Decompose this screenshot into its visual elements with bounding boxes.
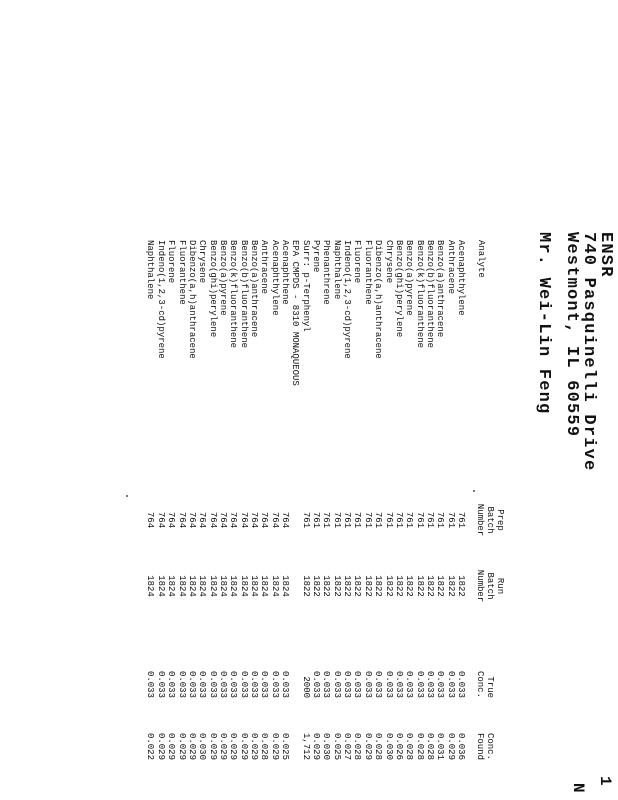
column-header-prep-3: Number (475, 503, 485, 537)
prep-batch-cell: 764 (156, 511, 166, 529)
found-conc-cell: 0.029 (249, 732, 259, 760)
analyte-cell: Dibenzo(a,h)anthracene (373, 240, 383, 359)
found-conc-cell: 0.022 (145, 732, 155, 760)
run-batch-cell: 1822 (373, 575, 383, 597)
found-conc-cell: 0.029 (270, 732, 280, 760)
analyte-cell: Benzo(a)pyrene (404, 240, 414, 316)
prep-batch-cell: 764 (197, 511, 207, 529)
run-batch-cell: 1822 (321, 575, 331, 597)
true-conc-cell: 0.033 (404, 670, 414, 698)
found-conc-cell: 0.028 (259, 732, 269, 760)
analyte-cell: Dibenzo(a,h)anthracene (187, 240, 197, 359)
found-conc-cell: 0.036 (456, 732, 466, 760)
found-conc-cell: 0.029 (446, 732, 456, 760)
run-batch-cell: 1822 (425, 575, 435, 597)
prep-batch-cell: 761 (446, 511, 456, 529)
analyte-cell: Anthracene (446, 240, 456, 295)
prep-batch-cell: 764 (208, 511, 218, 529)
analyte-cell: Fluoranthene (177, 240, 187, 305)
analyte-cell: Fluorene (166, 240, 176, 284)
prep-batch-cell: 761 (363, 511, 373, 529)
recipient-name: Mr. Wei-Lin Feng (534, 232, 553, 415)
true-conc-cell: 0.033 (145, 670, 155, 698)
found-conc-cell: 0.030 (197, 732, 207, 760)
analyte-cell: Fluoranthene (363, 240, 373, 305)
found-conc-cell: 0.029 (239, 732, 249, 760)
prep-batch-cell: 761 (394, 511, 404, 529)
run-batch-cell: 1824 (166, 575, 176, 597)
run-batch-cell: 1822 (301, 575, 311, 597)
run-batch-cell: 1824 (177, 575, 187, 597)
prep-batch-cell: 761 (425, 511, 435, 529)
prep-batch-cell: 764 (249, 511, 259, 529)
true-conc-cell: 0.033 (373, 670, 383, 698)
analyte-cell: Benzo(a)anthracene (435, 240, 445, 338)
found-conc-cell: 0.028 (373, 732, 383, 760)
analyte-cell: Naphthalene (145, 240, 155, 300)
found-conc-cell: 0.029 (187, 732, 197, 760)
scan-speck (126, 495, 128, 497)
run-batch-cell: 1822 (352, 575, 362, 597)
found-conc-cell: 1,712 (301, 732, 311, 760)
prep-batch-cell: 764 (187, 511, 197, 529)
analyte-cell: Benzo(b)fluoranthene (425, 240, 435, 349)
prep-batch-cell: 761 (415, 511, 425, 529)
true-conc-cell: 0.033 (249, 670, 259, 698)
column-header-true-conc-1: True (485, 676, 495, 698)
true-conc-cell: 0.033 (435, 670, 445, 698)
prep-batch-cell: 761 (311, 511, 321, 529)
true-conc-cell: 0.033 (187, 670, 197, 698)
scan-speck (473, 490, 475, 492)
true-conc-cell: 0.033 (228, 670, 238, 698)
run-batch-cell: 1822 (342, 575, 352, 597)
true-conc-cell: 0.033 (166, 670, 176, 698)
true-conc-cell: 0.033 (394, 670, 404, 698)
found-conc-cell: 0.029 (311, 732, 321, 760)
column-header-run-2: Batch (485, 572, 495, 600)
true-conc-cell: 0.033 (446, 670, 456, 698)
prep-batch-cell: 764 (218, 511, 228, 529)
analyte-cell: Indeno(1,2,3-cd)pyrene (156, 240, 166, 359)
found-conc-cell: 0.025 (332, 732, 342, 760)
analyte-cell: Benzo(ghi)perylene (394, 240, 404, 338)
true-conc-cell: 0.033 (363, 670, 373, 698)
true-conc-cell: 0.033 (425, 670, 435, 698)
analyte-cell: EPA CMPDS - 8310 MONAQUEOUS (290, 240, 300, 386)
prep-batch-cell: 761 (384, 511, 394, 529)
found-conc-cell: 0.029 (363, 732, 373, 760)
prep-batch-cell: 764 (259, 511, 269, 529)
run-batch-cell: 1824 (280, 575, 290, 597)
true-conc-cell: 0.033 (280, 670, 290, 698)
found-conc-cell: 0.031 (435, 732, 445, 760)
prep-batch-cell: 761 (435, 511, 445, 529)
found-conc-cell: 0.028 (425, 732, 435, 760)
run-batch-cell: 1824 (239, 575, 249, 597)
found-conc-cell: 0.029 (177, 732, 187, 760)
analyte-cell: Phenanthrene (321, 240, 331, 305)
true-conc-cell: 2000 (301, 676, 311, 698)
run-batch-cell: 1822 (456, 575, 466, 597)
prep-batch-cell: 764 (177, 511, 187, 529)
run-batch-cell: 1824 (145, 575, 155, 597)
prep-batch-cell: 761 (332, 511, 342, 529)
analyte-cell: Pyrene (311, 240, 321, 273)
found-conc-cell: 0.029 (208, 732, 218, 760)
street-address: 740 Pasquinelli Drive (579, 232, 598, 472)
true-conc-cell: 0.033 (218, 670, 228, 698)
run-batch-cell: 1824 (208, 575, 218, 597)
analyte-cell: Benzo(k)fluoranthene (228, 240, 238, 349)
analyte-cell: Benzo(ghi)perylene (208, 240, 218, 338)
prep-batch-cell: 764 (145, 511, 155, 529)
true-conc-cell: 0.033 (177, 670, 187, 698)
found-conc-cell: 0.028 (352, 732, 362, 760)
analyte-cell: Benzo(b)fluoranthene (239, 240, 249, 349)
true-conc-cell: 0.033 (239, 670, 249, 698)
found-conc-cell: 0.025 (280, 732, 290, 760)
found-conc-cell: 0.030 (384, 732, 394, 760)
run-batch-cell: 1824 (259, 575, 269, 597)
true-conc-cell: 0.033 (456, 670, 466, 698)
prep-batch-cell: 761 (352, 511, 362, 529)
analyte-cell: Chrysene (384, 240, 394, 284)
analyte-cell: Indeno(1,2,3-cd)pyrene (342, 240, 352, 359)
prep-batch-cell: 761 (404, 511, 414, 529)
analyte-cell: Acenaphthylene (270, 240, 280, 316)
page-number: 1 (596, 776, 614, 786)
analyte-cell: Acenaphthene (280, 240, 290, 305)
page-edge-letter: N (569, 783, 587, 793)
column-header-found-conc-2: Found (475, 732, 485, 760)
run-batch-cell: 1824 (187, 575, 197, 597)
run-batch-cell: 1824 (228, 575, 238, 597)
run-batch-cell: 1824 (218, 575, 228, 597)
column-header-prep-1: Prep (495, 509, 505, 531)
run-batch-cell: 1822 (404, 575, 414, 597)
true-conc-cell: 0.033 (259, 670, 269, 698)
analyte-cell: Benzo(a)anthracene (249, 240, 259, 338)
company-name: ENSR (596, 232, 615, 278)
run-batch-cell: 1822 (363, 575, 373, 597)
found-conc-cell: 0.029 (156, 732, 166, 760)
found-conc-cell: 0.029 (166, 732, 176, 760)
analyte-cell: Naphthalene (332, 240, 342, 300)
found-conc-cell: 0.027 (342, 732, 352, 760)
true-conc-cell: 0.033 (415, 670, 425, 698)
true-conc-cell: 0.033 (270, 670, 280, 698)
prep-batch-cell: 764 (270, 511, 280, 529)
column-header-prep-2: Batch (485, 506, 495, 534)
column-header-run-3: Number (475, 569, 485, 603)
prep-batch-cell: 761 (301, 511, 311, 529)
run-batch-cell: 1824 (156, 575, 166, 597)
found-conc-cell: 0.029 (218, 732, 228, 760)
prep-batch-cell: 764 (166, 511, 176, 529)
prep-batch-cell: 761 (373, 511, 383, 529)
run-batch-cell: 1822 (394, 575, 404, 597)
true-conc-cell: 0.033 (311, 670, 321, 698)
column-header-true-conc-2: Conc. (475, 670, 485, 698)
analyte-cell: Fluorene (352, 240, 362, 284)
city-state-zip: Westmont, IL 60559 (562, 232, 581, 438)
true-conc-cell: 0.033 (197, 670, 207, 698)
true-conc-cell: 0.033 (321, 670, 331, 698)
analyte-cell: Chrysene (197, 240, 207, 284)
run-batch-cell: 1822 (384, 575, 394, 597)
analyte-cell: Benzo(k)fluoranthene (415, 240, 425, 349)
true-conc-cell: 0.033 (384, 670, 394, 698)
prep-batch-cell: 764 (280, 511, 290, 529)
true-conc-cell: 0.033 (208, 670, 218, 698)
run-batch-cell: 1822 (332, 575, 342, 597)
true-conc-cell: 0.033 (332, 670, 342, 698)
prep-batch-cell: 761 (321, 511, 331, 529)
run-batch-cell: 1824 (249, 575, 259, 597)
run-batch-cell: 1824 (270, 575, 280, 597)
run-batch-cell: 1824 (197, 575, 207, 597)
true-conc-cell: 0.033 (352, 670, 362, 698)
analyte-cell: Surr: p-Terphenyl (301, 240, 311, 332)
prep-batch-cell: 761 (342, 511, 352, 529)
prep-batch-cell: 761 (456, 511, 466, 529)
analyte-cell: Acenaphthylene (456, 240, 466, 316)
found-conc-cell: 0.030 (321, 732, 331, 760)
true-conc-cell: 0.033 (156, 670, 166, 698)
run-batch-cell: 1822 (435, 575, 445, 597)
column-header-found-conc-1: Conc. (485, 732, 495, 760)
analyte-cell: Benzo(a)pyrene (218, 240, 228, 316)
true-conc-cell: 0.033 (342, 670, 352, 698)
run-batch-cell: 1822 (446, 575, 456, 597)
found-conc-cell: 0.028 (404, 732, 414, 760)
analyte-cell: Anthracene (259, 240, 269, 295)
found-conc-cell: 0.029 (228, 732, 238, 760)
column-header-analyte: Analyte (476, 240, 486, 278)
prep-batch-cell: 764 (228, 511, 238, 529)
run-batch-cell: 1822 (415, 575, 425, 597)
found-conc-cell: 0.026 (394, 732, 404, 760)
prep-batch-cell: 764 (239, 511, 249, 529)
run-batch-cell: 1822 (311, 575, 321, 597)
found-conc-cell: 0.028 (415, 732, 425, 760)
column-header-run-1: Run (495, 577, 505, 595)
